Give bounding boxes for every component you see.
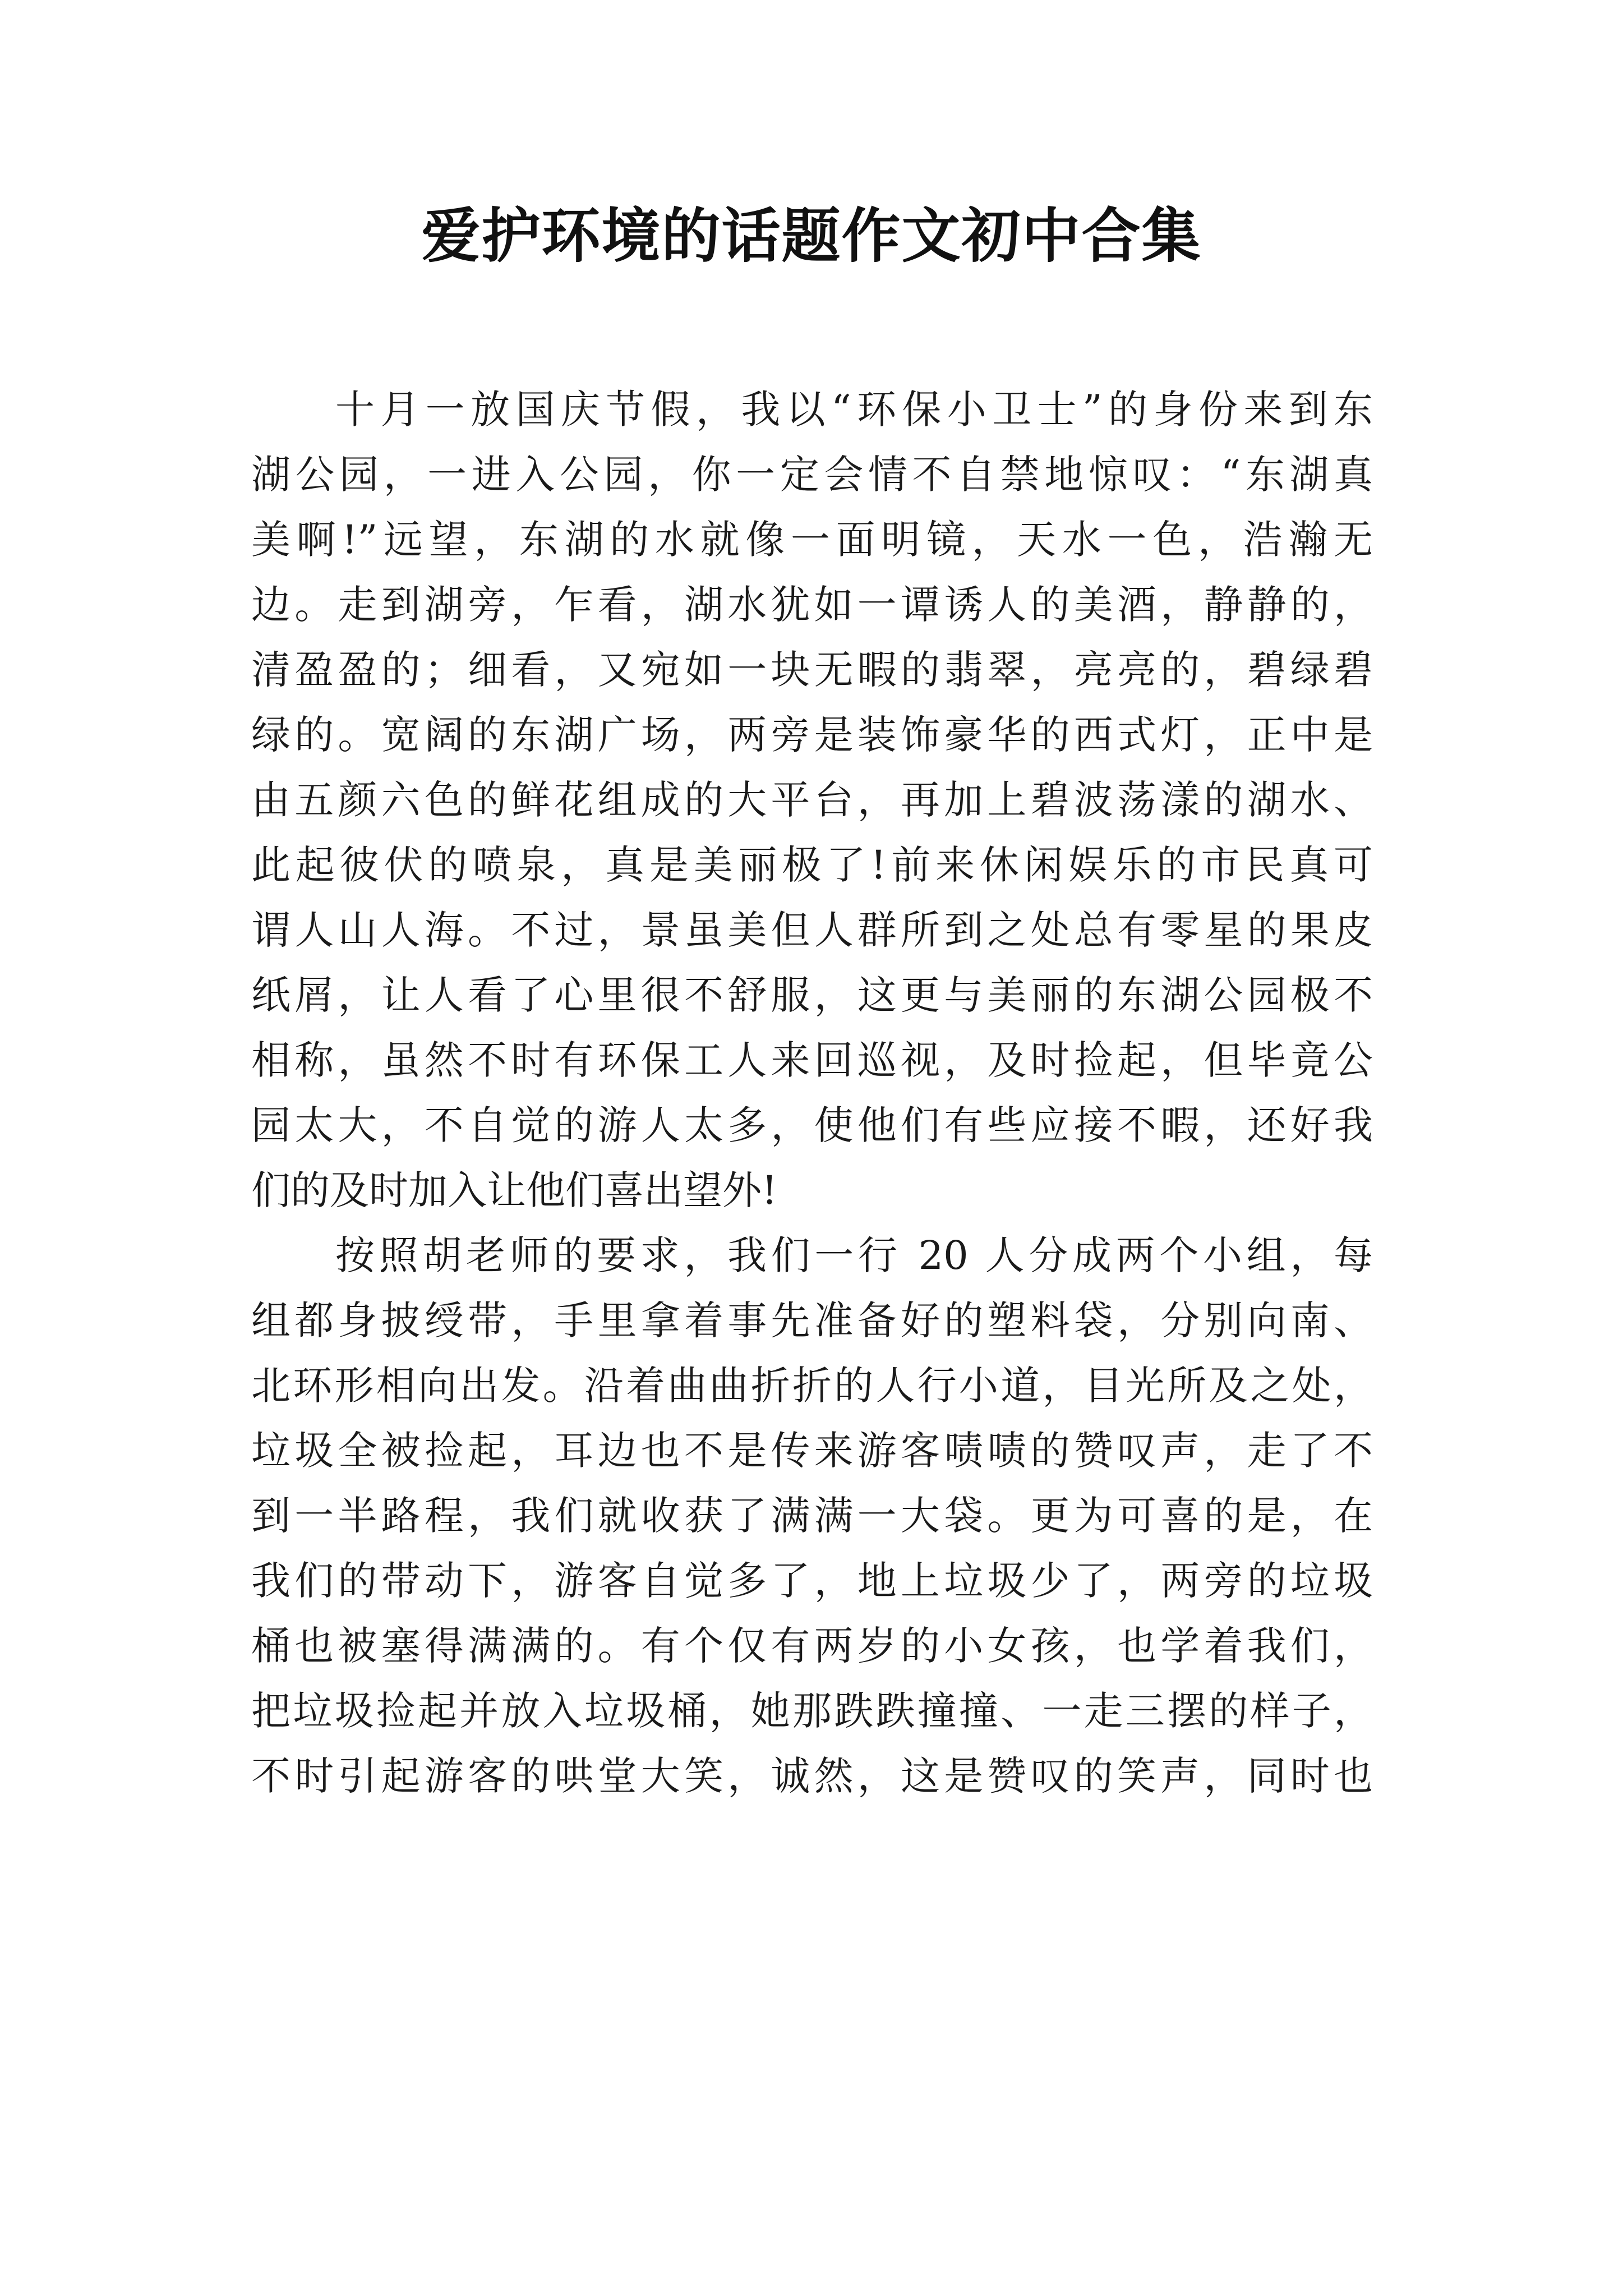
paragraph-line: 由五颜六色的鲜花组成的大平台，再加上碧波荡漾的湖水、 [251,777,1373,823]
paragraph-line: 美啊!”远望，东湖的水就像一面明镜，天水一色，浩瀚无 [251,517,1373,563]
paragraph-line: 纸屑，让人看了心里很不舒服，这更与美丽的东湖公园极不 [251,972,1373,1018]
paragraph-line: 此起彼伏的喷泉，真是美丽极了!前来休闲娱乐的市民真可 [251,842,1373,888]
paragraph-1 [251,377,1373,1223]
paragraph-line: 相称，虽然不时有环保工人来回巡视，及时捡起，但毕竟公 [251,1037,1373,1083]
paragraph-2 [251,1223,1373,1809]
paragraph-line: 们的及时加入让他们喜出望外! [251,1167,778,1213]
paragraph-line: 不时引起游客的哄堂大笑，诚然，这是赞叹的笑声，同时也 [251,1753,1373,1799]
paragraph-line: 清盈盈的；细看，又宛如一块无暇的翡翠，亮亮的，碧绿碧 [251,647,1373,693]
paragraph-line: 按照胡老师的要求，我们一行 20 人分成两个小组，每 [335,1232,1373,1278]
paragraph-line: 边。走到湖旁，乍看，湖水犹如一谭诱人的美酒，静静的， [251,582,1373,628]
paragraph-line: 北环形相向出发。沿着曲曲折折的人行小道，目光所及之处， [251,1363,1373,1409]
paragraph-line: 绿的。宽阔的东湖广场，两旁是装饰豪华的西式灯，正中是 [251,712,1373,758]
paragraph-line: 组都身披绶带，手里拿着事先准备好的塑料袋，分别向南、 [251,1297,1373,1343]
paragraph-line: 垃圾全被捡起，耳边也不是传来游客啧啧的赞叹声，走了不 [251,1428,1373,1474]
paragraph-line: 把垃圾捡起并放入垃圾桶，她那跌跌撞撞、一走三摆的样子， [251,1688,1373,1734]
paragraph-line: 湖公园，一进入公园，你一定会情不自禁地惊叹：“东湖真 [251,452,1373,498]
paragraph-line: 十月一放国庆节假，我以“环保小卫士”的身份来到东 [335,386,1373,432]
document-body [251,377,1373,1809]
paragraph-line: 桶也被塞得满满的。有个仅有两岁的小女孩，也学着我们， [251,1623,1373,1669]
paragraph-line: 园太大，不自觉的游人太多，使他们有些应接不暇，还好我 [251,1102,1373,1148]
paragraph-line: 谓人山人海。不过，景虽美但人群所到之处总有零星的果皮 [251,907,1373,953]
paragraph-line: 我们的带动下，游客自觉多了，地上垃圾少了，两旁的垃圾 [251,1558,1373,1604]
document-title: 爱护环境的话题作文初中合集 [421,201,1202,270]
paragraph-line: 到一半路程，我们就收获了满满一大袋。更为可喜的是，在 [251,1493,1373,1539]
